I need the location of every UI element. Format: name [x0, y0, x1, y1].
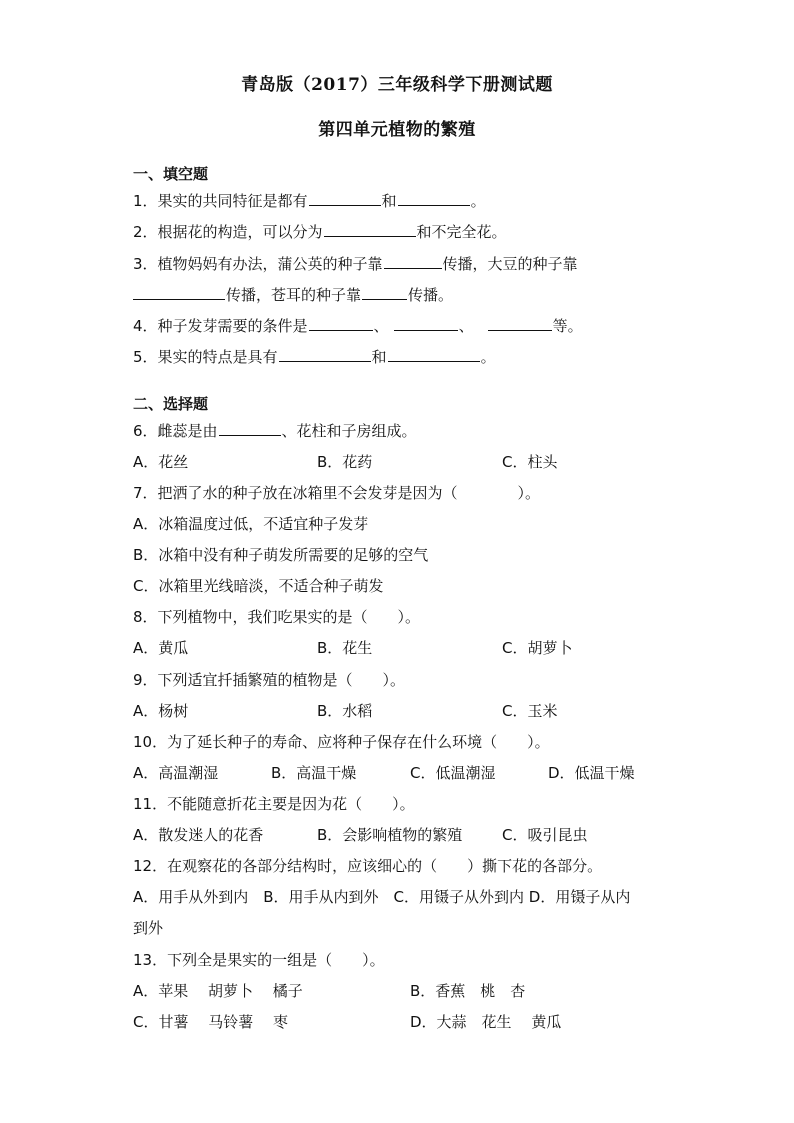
q7-option-b[interactable]: B．冰箱中没有种子萌发所需要的足够的空气: [133, 546, 429, 564]
question-5: [133, 347, 496, 367]
q11-option-a[interactable]: A．散发迷人的花香: [133, 826, 264, 844]
q6-option-a[interactable]: A．花丝: [133, 453, 189, 471]
question-1: [133, 191, 486, 211]
q6-option-c[interactable]: C．柱头: [502, 453, 558, 471]
q10-option-c[interactable]: C．低温潮湿: [410, 764, 496, 782]
q8-option-c[interactable]: C．胡萝卜: [502, 639, 573, 657]
q5-blank-2[interactable]: [388, 347, 480, 362]
q6-text-a: 6．雌蕊是由: [133, 422, 218, 440]
q2-text-b: 和不完全花。: [416, 223, 507, 241]
q13-option-a[interactable]: A．苹果 胡萝卜 橘子: [133, 982, 303, 1000]
q11-option-b[interactable]: B．会影响植物的繁殖: [317, 826, 463, 844]
section-fill-heading: 一、填空题: [133, 165, 209, 183]
q2-blank-1[interactable]: [324, 222, 416, 237]
q4-text-d: 等。: [552, 317, 583, 335]
q4-text-a: 4．种子发芽需要的条件是: [133, 317, 308, 335]
q3-blank-3[interactable]: [362, 285, 407, 300]
q10-option-b[interactable]: B．高温干燥: [271, 764, 357, 782]
q11-option-c[interactable]: C．吸引昆虫: [502, 826, 588, 844]
q13-option-d[interactable]: D．大蒜 花生 黄瓜: [410, 1013, 562, 1031]
question-7: 7．把洒了水的种子放在冰箱里不会发芽是因为（ ）。: [133, 484, 541, 502]
q1-text-a: 1．果实的共同特征是都有: [133, 192, 308, 210]
question-3: [133, 254, 578, 274]
q3b-text-b: 传播。: [408, 286, 454, 304]
section-choice-heading: 二、选择题: [133, 395, 209, 413]
q1-text-b: 和: [381, 192, 397, 210]
q10-option-d[interactable]: D．低温干燥: [548, 764, 635, 782]
q3-text-a: 3．植物妈妈有办法，蒲公英的种子靠: [133, 255, 383, 273]
q5-text-b: 和: [371, 348, 387, 366]
q12-options-cont[interactable]: 到外: [133, 919, 164, 937]
q9-option-b[interactable]: B．水稻: [317, 702, 373, 720]
q1-blank-1[interactable]: [309, 191, 381, 206]
q9-option-a[interactable]: A．杨树: [133, 702, 189, 720]
q8-option-b[interactable]: B．花生: [317, 639, 373, 657]
q4-blank-1[interactable]: [309, 316, 373, 331]
question-8: 8．下列植物中，我们吃果实的是（ ）。: [133, 608, 421, 626]
q2-text-a: 2．根据花的构造，可以分为: [133, 223, 323, 241]
q4-text-c: 、: [458, 317, 474, 335]
q6-text-b: 、花柱和子房组成。: [281, 422, 417, 440]
q4-blank-2[interactable]: [394, 316, 458, 331]
question-13: 13．下列全是果实的一组是（ ）。: [133, 951, 385, 969]
q1-text-c: 。: [470, 192, 486, 210]
page-title: 青岛版（2017）三年级科学下册测试题: [241, 75, 553, 95]
q10-option-a[interactable]: A．高温潮湿: [133, 764, 219, 782]
q13-option-b[interactable]: B．香蕉 桃 杏: [410, 982, 526, 1000]
question-6: [133, 421, 417, 441]
q3-blank-2[interactable]: [133, 285, 225, 300]
q4-text-b: 、: [373, 317, 389, 335]
question-12: 12．在观察花的各部分结构时，应该细心的（ ）撕下花的各部分。: [133, 857, 603, 875]
q5-blank-1[interactable]: [279, 347, 371, 362]
q9-option-c[interactable]: C．玉米: [502, 702, 558, 720]
q3-blank-1[interactable]: [384, 254, 442, 269]
q5-text-c: 。: [480, 348, 496, 366]
question-3-cont: [133, 285, 453, 305]
q6-blank-1[interactable]: [219, 421, 281, 436]
q8-option-a[interactable]: A．黄瓜: [133, 639, 189, 657]
q4-blank-3[interactable]: [488, 316, 552, 331]
question-10: 10．为了延长种子的寿命、应将种子保存在什么环境（ ）。: [133, 733, 550, 751]
question-2: [133, 222, 507, 242]
q1-blank-2[interactable]: [398, 191, 470, 206]
q13-option-c[interactable]: C．甘薯 马铃薯 枣: [133, 1013, 289, 1031]
page-subtitle: 第四单元植物的繁殖: [318, 120, 476, 140]
q7-option-a[interactable]: A．冰箱温度过低，不适宜种子发芽: [133, 515, 369, 533]
question-4: [133, 316, 583, 336]
q3-text-b: 传播，大豆的种子靠: [442, 255, 578, 273]
question-11: 11．不能随意折花主要是因为花（ ）。: [133, 795, 415, 813]
q5-text-a: 5．果实的特点是具有: [133, 348, 278, 366]
q7-option-c[interactable]: C．冰箱里光线暗淡，不适合种子萌发: [133, 577, 384, 595]
question-9: 9．下列适宜扦插繁殖的植物是（ ）。: [133, 671, 406, 689]
q3b-text-a: 传播，苍耳的种子靠: [226, 286, 362, 304]
q6-option-b[interactable]: B．花药: [317, 453, 373, 471]
q12-options[interactable]: A．用手从外到内 B．用手从内到外 C．用镊子从外到内 D．用镊子从内: [133, 888, 631, 906]
